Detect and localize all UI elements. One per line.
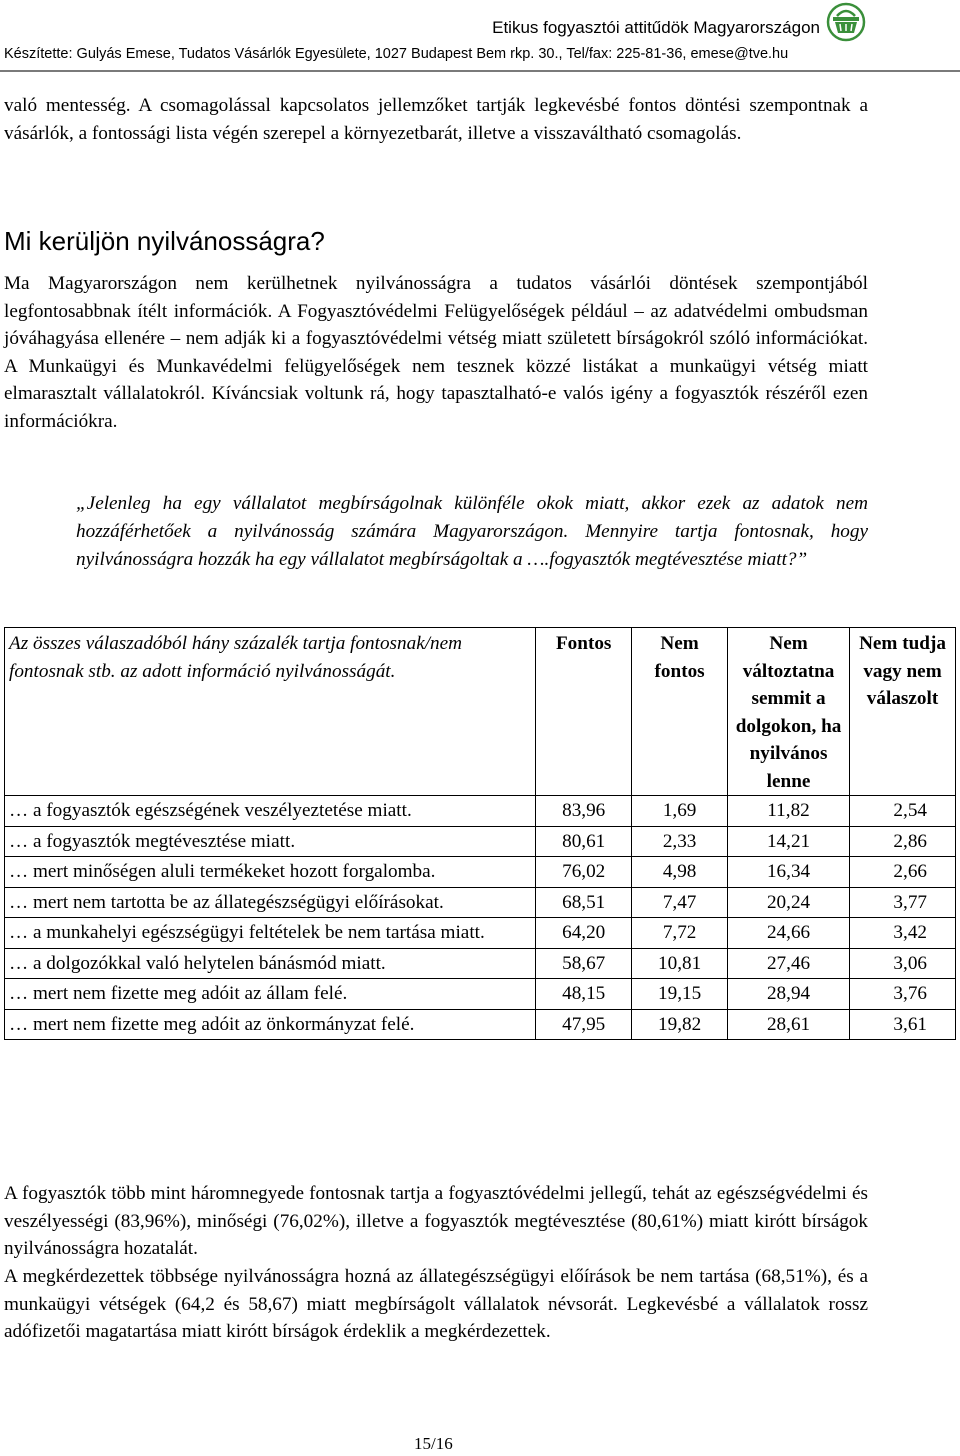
table-cell: 16,34 <box>728 857 850 888</box>
section-heading: Mi kerüljön nyilvánosságra? <box>4 226 325 256</box>
row-label: … mert nem tartotta be az állategészségügyi előírásokat. <box>5 887 536 918</box>
table-cell: 48,15 <box>536 979 632 1010</box>
table-row <box>5 948 956 979</box>
column-header: Fontos <box>536 628 632 796</box>
table-row <box>5 1009 956 1040</box>
table-cell: 68,51 <box>536 887 632 918</box>
table-cell: 2,66 <box>850 857 956 888</box>
table-cell: 47,95 <box>536 1009 632 1040</box>
table-cell: 76,02 <box>536 857 632 888</box>
table-row <box>5 857 956 888</box>
table-cell: 14,21 <box>728 826 850 857</box>
table-cell: 27,46 <box>728 948 850 979</box>
table-cell: 4,98 <box>632 857 728 888</box>
table-cell: 19,82 <box>632 1009 728 1040</box>
survey-question-quote: „Jelenleg ha egy vállalatot megbírságolnak különféle okok miatt, akkor ezek az adatok nem hozzáférhetőek a nyilvánosság számára Magyarországon. Mennyire tartja fontosnak, hogy nyilvánosságra hozzák ha egy vállalatot megbírságoltak a ….fogyasztók megtévesztése miatt?” <box>76 493 868 570</box>
results-table <box>4 627 956 1040</box>
table-cell: 2,33 <box>632 826 728 857</box>
column-header: Nem fontos <box>632 628 728 796</box>
table-row <box>5 826 956 857</box>
table-cell: 3,42 <box>850 918 956 949</box>
table-cell: 20,24 <box>728 887 850 918</box>
header-title: Etikus fogyasztói attitűdök Magyarországon <box>492 18 820 37</box>
table-cell: 10,81 <box>632 948 728 979</box>
table-cell: 3,61 <box>850 1009 956 1040</box>
closing-paragraph-2: A megkérdezettek többsége nyilvánosságra hozná az állategészségügyi előírások be nem tartása (68,51%), és a munkaügyi vétségek (64,2 és 58,67) miatt megbírságolt vállalatok névsorát. Legkevésbé a vállalatok rossz adófizetői magatartása miatt kirótt bírságok érdeklik a megkérdezettek. <box>4 1266 868 1342</box>
table-cell: 7,72 <box>632 918 728 949</box>
table-cell: 2,86 <box>850 826 956 857</box>
section-paragraph: Ma Magyarországon nem kerülhetnek nyilvánosságra a tudatos vásárlói döntések szempontjából legfontosabbnak ítélt információk. A Fogyasztóvédelmi Felügyelőségek például – az adatvédelmi ombudsman jóváhagyása ellenére – nem adják ki a fogyasztóvédelmi vétség miatt született bírságokról szóló információkat. A Munkaügyi és Munkavédelmi felügyelőségek nem tesznek közzé listákat a munkaügyi vétség miatt elmarasztalt vállalatokról. Kíváncsiak voltunk rá, hogy tapasztalható-e valós igény a fogyasztók részéről ezen információkra. <box>4 273 868 432</box>
table-row <box>5 796 956 827</box>
row-label: … mert nem fizette meg adóit az önkormányzat felé. <box>5 1009 536 1040</box>
table-header-row <box>5 628 956 796</box>
table-cell: 3,76 <box>850 979 956 1010</box>
table-cell: 28,61 <box>728 1009 850 1040</box>
row-label: … a fogyasztók egészségének veszélyeztetése miatt. <box>5 796 536 827</box>
table-cell: 64,20 <box>536 918 632 949</box>
table-cell: 1,69 <box>632 796 728 827</box>
table-cell: 19,15 <box>632 979 728 1010</box>
column-header: Nem változtatna semmit a dolgokon, ha nyilvános lenne <box>728 628 850 796</box>
row-label: … mert minőségen aluli termékeket hozott forgalomba. <box>5 857 536 888</box>
table-cell: 2,54 <box>850 796 956 827</box>
row-label: … a fogyasztók megtévesztése miatt. <box>5 826 536 857</box>
table-cell: 7,47 <box>632 887 728 918</box>
table-cell: 11,82 <box>728 796 850 827</box>
table-cell: 83,96 <box>536 796 632 827</box>
table-cell: 80,61 <box>536 826 632 857</box>
table-cell: 28,94 <box>728 979 850 1010</box>
table-cell: 24,66 <box>728 918 850 949</box>
table-question-header: Az összes válaszadóból hány százalék tartja fontosnak/nem fontosnak stb. az adott információ nyilvánosságát. <box>5 628 536 796</box>
closing-paragraph-1: A fogyasztók több mint háromnegyede fontosnak tartja a fogyasztóvédelmi jellegű, tehát az egészségvédelmi és veszélyességi (83,96%), minőségi (76,02%), illetve a fogyasztók megtévesztése (80,61%) miatt kirótt bírságok nyilvánosságra hozatalát. <box>4 1183 868 1259</box>
page-header <box>0 0 960 72</box>
table-cell: 58,67 <box>536 948 632 979</box>
table-row <box>5 887 956 918</box>
page-number: 15/16 <box>414 1434 453 1453</box>
table-row <box>5 918 956 949</box>
row-label: … a munkahelyi egészségügyi feltételek be nem tartása miatt. <box>5 918 536 949</box>
row-label: … a dolgozókkal való helytelen bánásmód miatt. <box>5 948 536 979</box>
row-label: … mert nem fizette meg adóit az állam felé. <box>5 979 536 1010</box>
table-cell: 3,77 <box>850 887 956 918</box>
intro-paragraph: való mentesség. A csomagolással kapcsolatos jellemzőket tartják legkevésbé fontos döntési szempontnak a vásárlók, a fontossági lista végén szerepel a környezetbarát, illetve a visszaváltható csomagolás. <box>4 95 868 144</box>
header-subtitle: Készítette: Gulyás Emese, Tudatos Vásárlók Egyesülete, 1027 Budapest Bem rkp. 30., Tel/fax: 225-81-36, emese@tve.hu <box>4 46 789 62</box>
shopping-basket-icon <box>824 2 868 42</box>
column-header: Nem tudja vagy nem válaszolt <box>850 628 956 796</box>
table-cell: 3,06 <box>850 948 956 979</box>
table-row <box>5 979 956 1010</box>
header-divider <box>0 70 960 72</box>
